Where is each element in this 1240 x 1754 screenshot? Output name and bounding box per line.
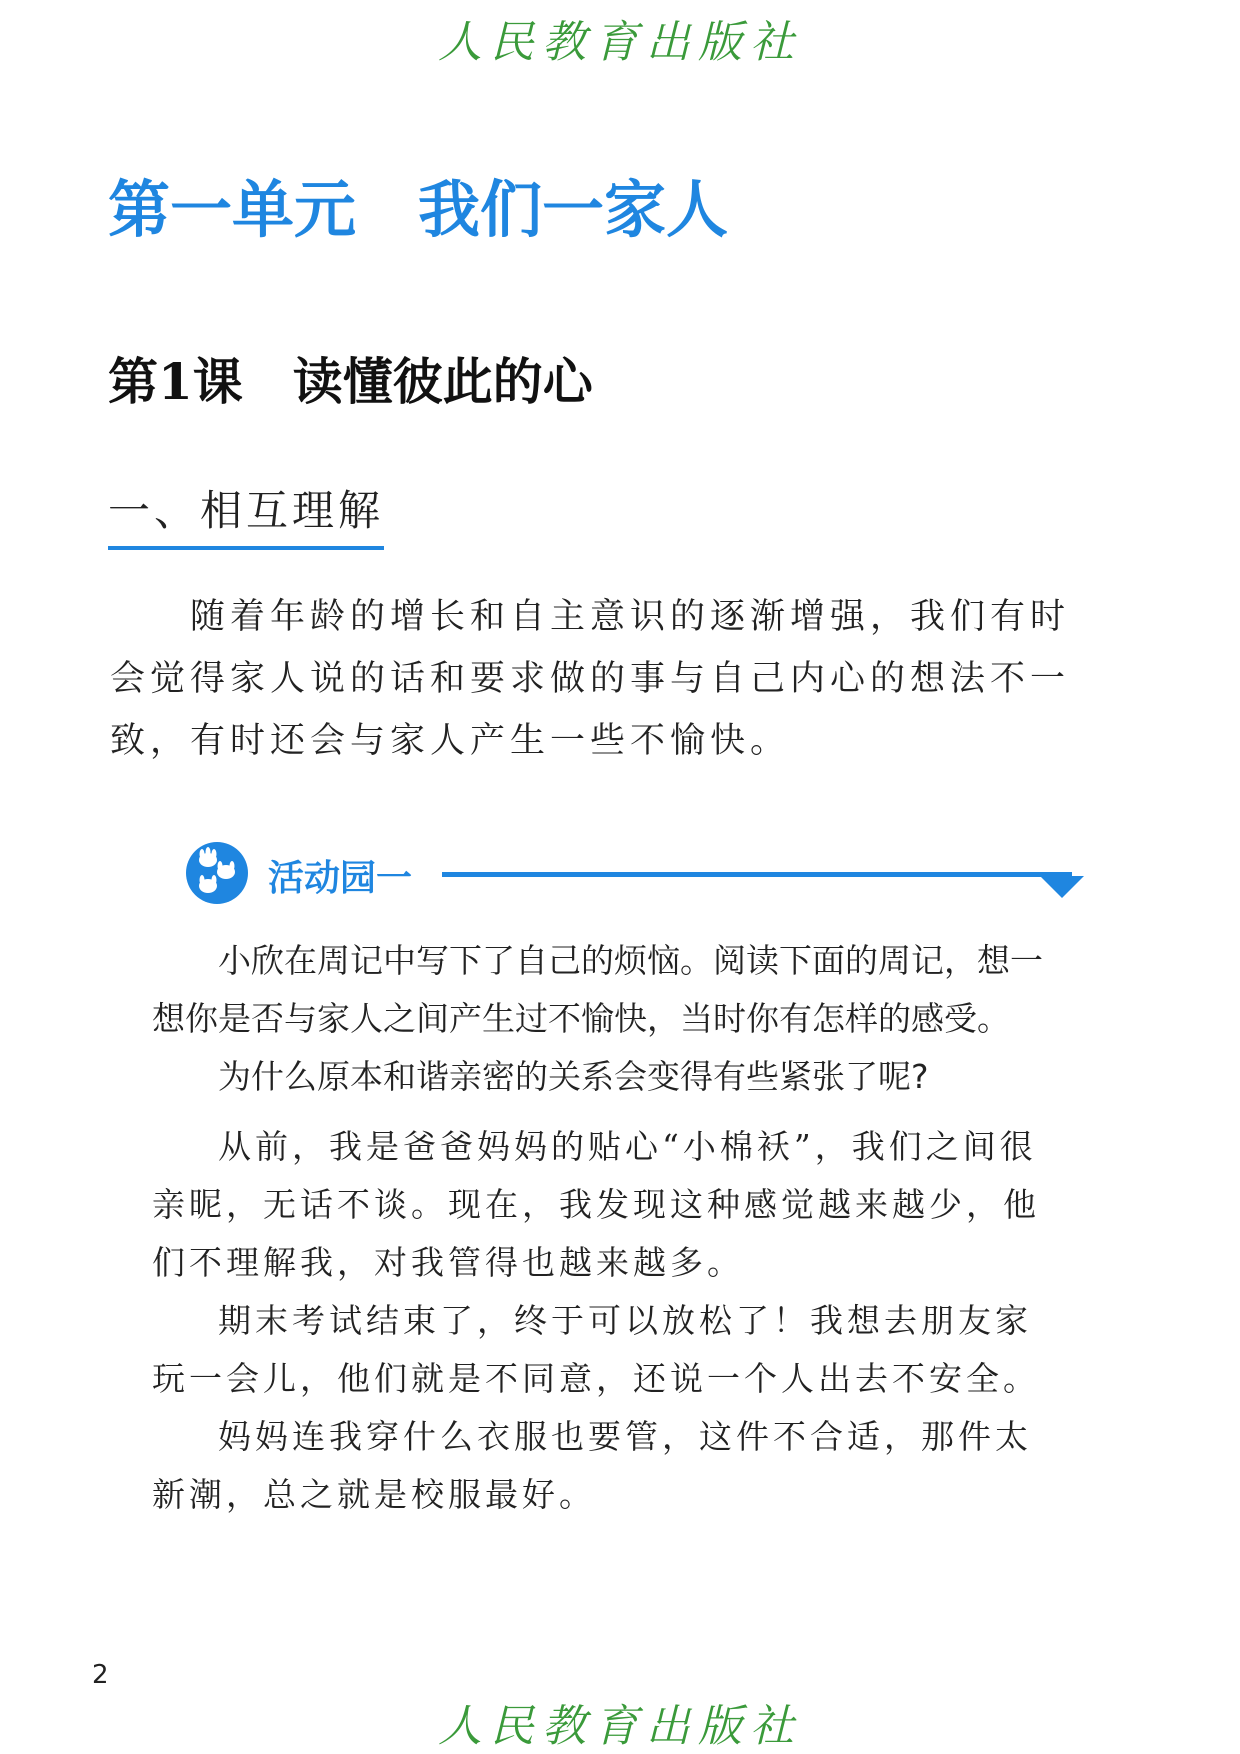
activity-header	[186, 842, 1086, 908]
diary-paragraph: 妈妈连我穿什么衣服也要管，这件不合适，那件太新潮，总之就是校服最好。	[152, 1417, 1032, 1514]
diary-excerpt	[152, 1118, 1052, 1524]
lesson-title: 第1课 读懂彼此的心	[108, 352, 593, 411]
activity-paragraph: 小欣在周记中写下了自己的烦恼。阅读下面的周记，想一想你是否与家人之间产生过不愉快，当时你有怎样的感受。	[152, 941, 1043, 1038]
page-number: 2	[92, 1660, 109, 1690]
publisher-logo-bottom: 人民教育出版社	[438, 1701, 802, 1752]
hands-icon	[186, 842, 248, 904]
diary-paragraph: 期末考试结束了，终于可以放松了！我想去朋友家玩一会儿，他们就是不同意，还说一个人出去不安全。	[152, 1301, 1040, 1398]
intro-text	[110, 586, 1090, 772]
activity-paragraph: 为什么原本和谐亲密的关系会变得有些紧张了呢?	[218, 1057, 929, 1096]
unit-title: 第一单元 我们一家人	[108, 173, 729, 246]
activity-title: 活动园一	[268, 858, 413, 899]
activity-triangle-marker	[1040, 876, 1084, 898]
section-heading: 一、相互理解	[108, 478, 384, 550]
intro-paragraph: 随着年龄的增长和自主意识的逐渐增强，我们有时会觉得家人说的话和要求做的事与自己内心的想法不一致，有时还会与家人产生一些不愉快。	[110, 597, 1071, 761]
diary-paragraph: 从前，我是爸爸妈妈的贴心“小棉袄”，我们之间很亲昵，无话不谈。现在，我发现这种感觉越来越少，他们不理解我，对我管得也越来越多。	[152, 1127, 1040, 1282]
activity-divider	[442, 872, 1072, 877]
publisher-logo-top: 人民教育出版社	[438, 17, 802, 68]
activity-instructions	[152, 932, 1052, 1106]
